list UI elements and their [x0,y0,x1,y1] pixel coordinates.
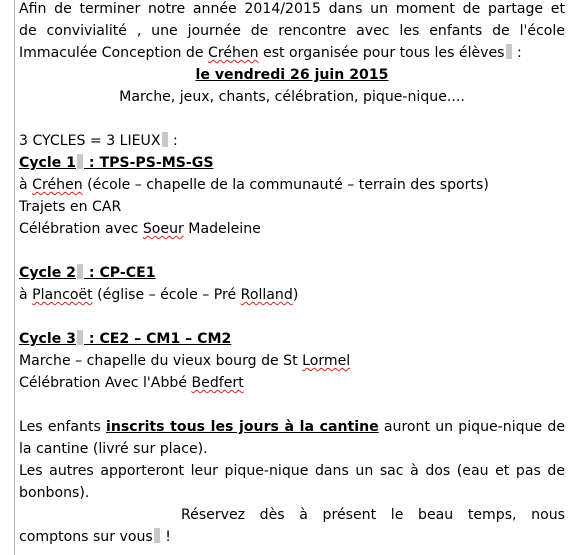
spell-flagged-word: Créhen [32,177,83,193]
canteen-line-1 [19,416,565,438]
canteen-emphasis: inscrits tous les jours à la cantine [106,419,379,435]
event-date [19,64,565,86]
intro-line-2-text: de convivialité , une journée de rencontre avec les enfants de l'école [19,23,565,39]
hidden-char-mark [77,154,83,169]
closing-line-1-text: Réservez dès à présent le beau temps, nous [181,507,565,523]
cycle-1-place [19,174,565,196]
cycle-2-label: Cycle 2 [19,265,76,281]
hidden-char-mark [154,528,160,543]
intro-line-2 [19,20,565,42]
spell-flagged-word: Rolland [240,287,293,303]
spell-flagged-word: Bedfert [191,375,244,391]
hidden-char-mark [506,44,512,59]
cycle-2-place-start: à [19,287,33,303]
event-date-text: le vendredi 26 juin 2015 [195,67,389,83]
cycle-2-place-end: ) [292,287,299,303]
others-line-2-text: bonbons). [19,485,90,501]
canteen-line-2-text: la cantine (livré sur place). [19,441,208,457]
spell-flagged-word: Plancoët [32,287,93,303]
hidden-char-mark [162,132,168,147]
cycles-heading [19,130,565,152]
cycle-1-label: Cycle 1 [19,155,76,171]
cycle-2-place-detail: (église – école – Pré [92,287,241,303]
closing-line-2-text: comptons sur vous [19,529,153,545]
closing-line-2 [19,526,565,548]
activities-text: Marche, jeux, chants, célébration, pique-nique.... [119,89,465,105]
cycle-2-place [19,284,565,306]
cycle-1-place-detail: (école – chapelle de la communauté – terrain des sports) [82,177,489,193]
canteen-line-2 [19,438,565,460]
intro-line-3-middle: est organisée pour tous les élèves [258,45,505,61]
cycle-1-place-start: à [19,177,33,193]
intro-line-1-text: Afin de terminer notre année 2014/2015 dans un moment de partage et [19,1,565,17]
intro-line-1 [19,0,565,20]
intro-line-3-end: : [512,45,522,61]
intro-line-3 [19,42,565,64]
spell-flagged-word: Soeur [142,221,184,237]
page-left-margin-line [14,0,15,555]
spell-flagged-word: Créhen [208,45,259,61]
activities-line [19,86,565,108]
cycle-1-transport [19,196,565,218]
cycle-3-celebration [19,372,565,394]
cycle-1-heading [19,152,565,174]
cycle-3-walk [19,350,565,372]
canteen-end: auront un pique-nique de [378,419,565,435]
intro-line-3-start: Immaculée Conception de [19,45,209,61]
cycle-1-transport-text: Trajets en CAR [19,199,122,215]
cycle-1-celebration [19,218,565,240]
spell-flagged-word: Lormel [302,353,351,369]
closing-line-1 [19,504,565,526]
hidden-char-mark [77,330,83,345]
cycle-1-celebration-end: Madeleine [183,221,261,237]
others-line-2 [19,482,565,504]
cycle-1-levels: : TPS-PS-MS-GS [84,155,214,171]
cycle-3-levels: : CE2 – CM1 – CM2 [84,331,232,347]
cycles-heading-end: : [168,133,178,149]
cycle-3-label: Cycle 3 [19,331,76,347]
closing-line-2-end: ! [160,529,171,545]
canteen-start: Les enfants [19,419,107,435]
empty-line [19,394,565,416]
empty-line [19,306,565,328]
cycle-3-walk-start: Marche – chapelle du vieux bourg de St [19,353,303,369]
cycle-2-levels: : CP-CE1 [84,265,156,281]
others-line-1-text: Les autres apporteront leur pique-nique dans un sac à dos (eau et pas de [19,463,565,479]
others-line-1 [19,460,565,482]
cycle-3-heading [19,328,565,350]
cycles-heading-text: 3 CYCLES = 3 LIEUX [19,133,161,149]
empty-line [19,108,565,130]
cycle-3-celebration-start: Célébration Avec l'Abbé [19,375,192,391]
cycle-1-celebration-start: Célébration avec [19,221,143,237]
hidden-char-mark [77,264,83,279]
document-body[interactable] [19,0,565,548]
empty-line [19,240,565,262]
cycle-2-heading [19,262,565,284]
